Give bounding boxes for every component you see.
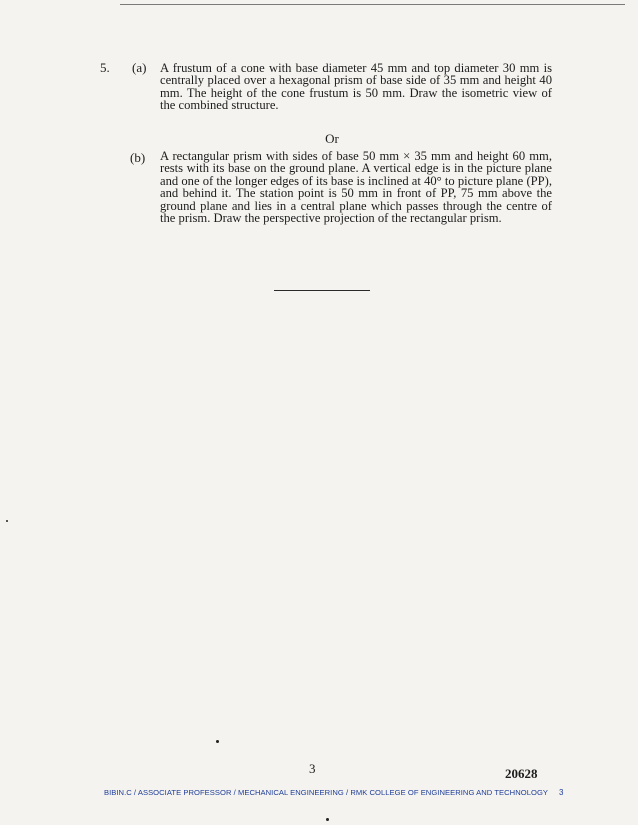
paper-code: 20628: [505, 766, 538, 781]
part-b-label: (b): [130, 150, 146, 165]
footer-page-number: 3: [559, 788, 564, 797]
part-a-label: (a): [132, 60, 147, 75]
question-number: 5.: [100, 60, 110, 75]
scan-speck: [6, 520, 8, 522]
scan-speck: [326, 818, 329, 821]
or-separator: Or: [325, 131, 339, 146]
page-number: 3: [309, 761, 316, 776]
top-border-line: [120, 4, 625, 5]
footer-attribution: BIBIN.C / ASSOCIATE PROFESSOR / MECHANICAL ENGINEERING / RMK COLLEGE OF ENGINEERING AND TECHNOLOGY: [104, 788, 549, 797]
part-a-text: A frustum of a cone with base diameter 45 mm and top diameter 30 mm is centrally placed over a hexagonal prism of base side of 35 mm and height 40 mm. The height of the cone frustum is 50 mm. Draw the isometric view of the combined structure.: [160, 61, 552, 113]
end-of-paper-rule: [274, 290, 370, 291]
part-b-text: A rectangular prism with sides of base 50 mm × 35 mm and height 60 mm, rests with its base on the ground plane. A vertical edge is in the picture plane and one of the longer edges of its base is inclined at 40° to picture plane (PP), and behind it. The station point is 50 mm in front of PP, 75 mm above the ground plane and lies in a central plane which passes through the centre of the prism. Draw the perspective projection of the rectangular prism.: [160, 149, 552, 226]
scan-speck: [216, 740, 219, 743]
